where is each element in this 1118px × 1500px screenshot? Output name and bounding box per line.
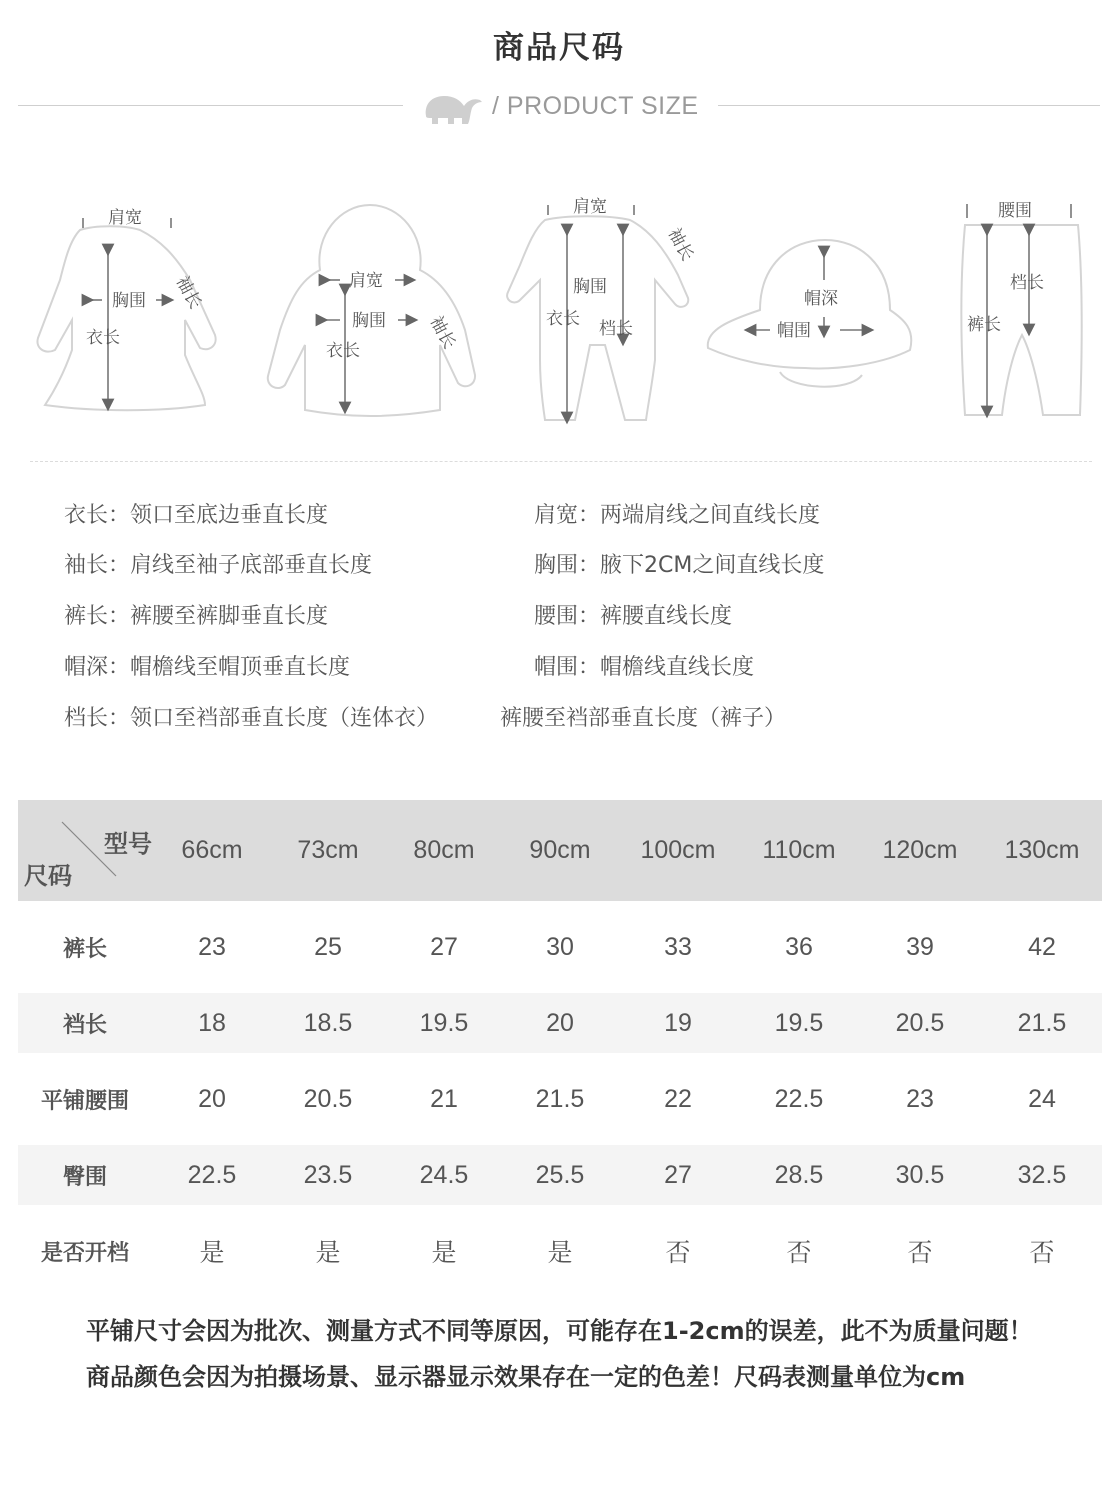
definition-item <box>64 650 350 681</box>
jacket-shoulder-label: 肩宽 <box>349 271 383 291</box>
definition-term: 腰围： <box>534 604 601 629</box>
row-label: 裤长 <box>62 936 107 962</box>
romper-shoulder-label: 肩宽 <box>573 197 607 217</box>
column-header: 130cm <box>1004 836 1080 864</box>
footnote-line: 商品颜色会因为拍摄场景、显示器显示效果存在一定的色差！尺码表测量单位为cm <box>86 1363 966 1391</box>
romper-sleeve-label: 袖长 <box>663 224 698 265</box>
jacket-length-label: 衣长 <box>326 341 360 361</box>
definition-desc: 裤腰至裆部垂直长度（裤子） <box>500 706 787 731</box>
table-cell: 32.5 <box>1017 1160 1067 1189</box>
table-cell: 28.5 <box>774 1160 824 1189</box>
table-cell: 21 <box>430 1084 458 1113</box>
divider-left <box>18 105 403 106</box>
column-header: 110cm <box>762 836 836 864</box>
table-header-row <box>18 800 1102 901</box>
table-cell: 19.5 <box>419 1008 469 1037</box>
jacket-sleeve-label: 袖长 <box>425 312 460 353</box>
definition-term: 裤长： <box>64 604 131 629</box>
table-cell: 否 <box>907 1239 933 1267</box>
table-cell: 20.5 <box>303 1084 353 1113</box>
definition-desc: 腋下2CM之间直线长度 <box>600 553 825 578</box>
definition-desc: 帽檐线直线长度 <box>600 655 755 680</box>
definition-desc: 帽檐线至帽顶垂直长度 <box>130 655 351 680</box>
table-cell: 22 <box>664 1084 692 1113</box>
table-cell: 是 <box>431 1239 457 1267</box>
pants-crotch-label: 档长 <box>1010 273 1044 293</box>
jacket-chest-label: 胸围 <box>352 311 386 331</box>
definition-item <box>64 498 328 529</box>
table-cell: 22.5 <box>187 1160 237 1189</box>
definition-desc: 两端肩线之间直线长度 <box>600 503 821 528</box>
footnote-line: 平铺尺寸会因为批次、测量方式不同等原因，可能存在1-2cm的误差，此不为质量问题！ <box>86 1317 1033 1345</box>
table-cell: 是 <box>547 1239 573 1267</box>
romper-crotch-label: 档长 <box>599 319 633 339</box>
divider-right <box>718 105 1100 106</box>
definition-item <box>64 548 372 579</box>
table-cell: 20 <box>546 1008 574 1037</box>
row-label: 是否开档 <box>40 1240 129 1266</box>
table-cell: 25 <box>314 932 342 961</box>
romper-icon <box>507 216 688 420</box>
column-header: 90cm <box>529 836 591 864</box>
definition-term: 胸围： <box>534 553 601 578</box>
corner-size-label: 尺码 <box>24 862 72 890</box>
footnotes <box>86 1308 1033 1400</box>
hat-depth-label: 帽深 <box>804 289 838 309</box>
page-title: 商品尺码 <box>493 30 625 66</box>
table-cell: 否 <box>786 1239 812 1267</box>
definition-item <box>500 701 786 732</box>
romper-chest-label: 胸围 <box>573 277 607 297</box>
corner-model-label: 型号 <box>104 830 152 858</box>
table-cell: 27 <box>430 932 458 961</box>
subtitle-row <box>18 86 1100 130</box>
elephant-icon <box>418 86 488 130</box>
table-cell: 23.5 <box>303 1160 353 1189</box>
definition-desc: 裤腰直线长度 <box>600 604 733 629</box>
hat-circumference-label: 帽围 <box>777 321 811 341</box>
row-label: 裆长 <box>62 1012 107 1038</box>
dress-icon <box>37 226 215 410</box>
table-cell: 24 <box>1028 1084 1056 1113</box>
table-cell: 25.5 <box>535 1160 585 1189</box>
table-cell: 21.5 <box>1017 1008 1067 1037</box>
dress-sleeve-label: 袖长 <box>171 272 206 313</box>
row-label: 平铺腰围 <box>40 1088 129 1114</box>
definition-item <box>534 650 754 681</box>
table-cell: 27 <box>664 1160 692 1189</box>
definition-item <box>64 701 438 732</box>
table-cell: 18 <box>198 1008 226 1037</box>
definition-term: 帽深： <box>64 655 131 680</box>
definition-term: 档长： <box>64 706 131 731</box>
table-row <box>18 1145 1102 1205</box>
table-cell: 30.5 <box>895 1160 945 1189</box>
pants-length-label: 裤长 <box>967 315 1001 335</box>
table-row <box>18 993 1102 1053</box>
pants-waist-label: 腰围 <box>998 201 1032 221</box>
table-cell: 24.5 <box>419 1160 469 1189</box>
table-cell: 21.5 <box>535 1084 585 1113</box>
definition-term: 袖长： <box>64 553 131 578</box>
table-cell: 39 <box>906 932 934 961</box>
table-cell: 20.5 <box>895 1008 945 1037</box>
dress-shoulder-label: 肩宽 <box>108 208 142 228</box>
table-cell: 20 <box>198 1084 226 1113</box>
table-row <box>18 1053 1102 1145</box>
dress-length-label: 衣长 <box>86 328 120 348</box>
dress-chest-label: 胸围 <box>112 291 146 311</box>
definition-desc: 领口至底边垂直长度 <box>130 503 329 528</box>
table-cell: 是 <box>315 1239 341 1267</box>
table-cell: 是 <box>199 1239 225 1267</box>
column-header: 66cm <box>181 836 243 864</box>
table-cell: 19.5 <box>774 1008 824 1037</box>
column-header: 100cm <box>640 836 716 864</box>
definition-desc: 裤腰至裤脚垂直长度 <box>130 604 329 629</box>
definition-term: 肩宽： <box>534 503 601 528</box>
table-cell: 18.5 <box>303 1008 353 1037</box>
section-divider <box>30 461 1092 462</box>
column-header: 80cm <box>413 836 475 864</box>
column-header: 73cm <box>297 836 359 864</box>
table-cell: 19 <box>664 1008 692 1037</box>
measurement-diagrams <box>0 180 1118 440</box>
definition-desc: 肩线至袖子底部垂直长度 <box>130 553 373 578</box>
subtitle: / PRODUCT SIZE <box>492 92 699 120</box>
table-cell: 23 <box>906 1084 934 1113</box>
table-cell: 33 <box>664 932 692 961</box>
table-cell: 否 <box>665 1239 691 1267</box>
table-row <box>18 1205 1102 1297</box>
definition-item <box>534 548 824 579</box>
row-label: 臀围 <box>62 1164 107 1190</box>
table-corner-cell <box>18 800 152 901</box>
definition-term: 衣长： <box>64 503 131 528</box>
table-cell: 36 <box>785 932 813 961</box>
column-header: 120cm <box>882 836 958 864</box>
size-table <box>18 800 1102 1297</box>
table-cell: 42 <box>1028 932 1056 961</box>
definition-desc: 领口至裆部垂直长度（连体衣） <box>130 706 439 731</box>
definition-item <box>534 498 820 529</box>
romper-length-label: 衣长 <box>546 309 580 329</box>
table-cell: 否 <box>1029 1239 1055 1267</box>
table-cell: 23 <box>198 932 226 961</box>
definition-term: 帽围： <box>534 655 601 680</box>
definition-item <box>64 599 328 630</box>
definition-item <box>534 599 732 630</box>
table-cell: 22.5 <box>774 1084 824 1113</box>
table-cell: 30 <box>546 932 574 961</box>
table-row <box>18 901 1102 993</box>
